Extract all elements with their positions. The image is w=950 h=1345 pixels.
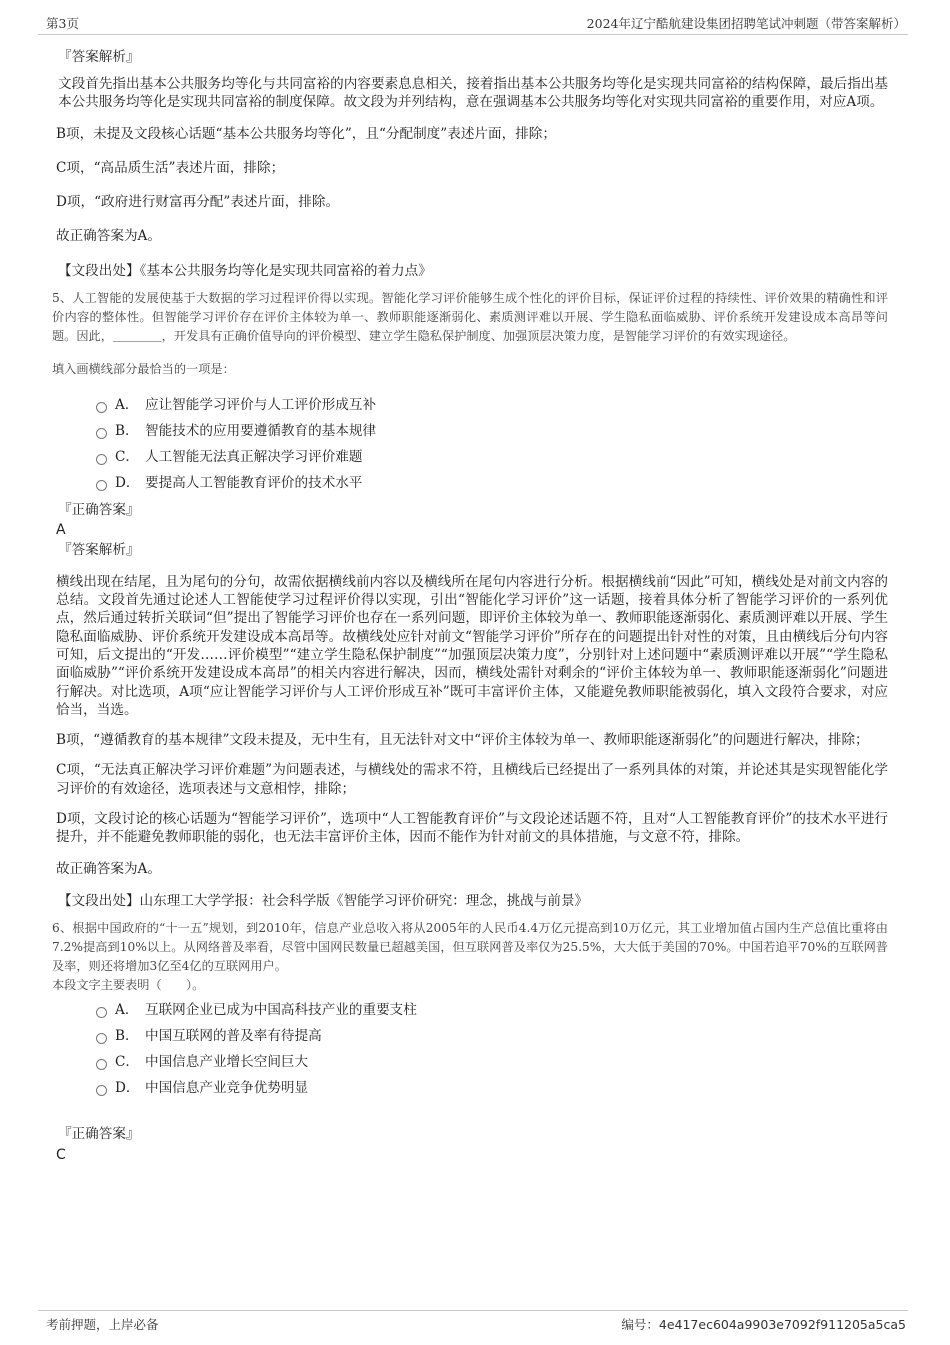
analysis-paragraph: B项，“遵循教育的基本规律”文段未提及，无中生有，且无法针对文中“评价主体较为单一、教师职能逐渐弱化”的问题进行解决，排除；	[56, 732, 869, 749]
option-c[interactable]: C． 人工智能无法真正解决学习评价难题	[96, 444, 888, 470]
analysis-label: 『答案解析』	[58, 49, 140, 65]
analysis-paragraph: 横线出现在结尾，且为尾句的分句，故需依据横线前内容以及横线所在尾句内容进行分析。根据横线前“因此”可知，横线处是对前文内容的总结。文段首先通过论述人工智能使学习过程评价得以实现，引出“智能化学习评价”这一话题，接着具体分析了智能学习评价的一系列优点，然后通过转折关联词“但”提出了智能学习评价也存在一系列问题，即评价主体较为单一、教师职能逐渐弱化、素质测评难以开展、学生隐私面临威胁、评价系统开发建设成本高昂等。故横线处应针对前文“智能学习评价”所存在的问题提出针对性的对策，且由横线后分句内容可知，后文提出的“开发……评价模型”“建立学生隐私保护制度”“加强顶层决策力度”，分别针对上述问题中“素质测评难以开展”“学生隐私面临威胁”“评价系统开发建设成本高昂”的相关内容进行解决，因而，横线处需针对剩余的“评价主体较为单一、教师职能逐渐弱化”问题进行解决。对比选项，A项“应让智能学习评价与人工评价形成互补”既可丰富评价主体，又能避免教师职能被弱化，填入文段符合要求，对应恰当，当选。	[56, 573, 888, 718]
analysis-paragraph: 文段首先指出基本公共服务均等化与共同富裕的内容要素息息相关，接着指出基本公共服务均等化是实现共同富裕的结构保障，最后指出基本公共服务均等化是实现共同富裕的制度保障。故文段为并列结构，意在强调基本公共服务均等化对实现共同富裕的重要作用，对应A项。	[58, 76, 888, 111]
source-citation: 【文段出处】《基本公共服务均等化是实现共同富裕的着力点》	[58, 262, 432, 279]
radio-icon[interactable]	[96, 1033, 107, 1044]
correct-answer-label: 『正确答案』	[58, 501, 140, 518]
radio-icon[interactable]	[96, 480, 107, 491]
question-stem: 5、人工智能的发展使基于大数据的学习过程评价得以实现。智能化学习评价能够生成个性化的评价目标，保证评价过程的持续性、评价效果的精确性和评价内容的整体性。但智能学习评价存在评价主体较为单一、教师职能逐渐弱化、素质测评难以开展、学生隐私面临威胁、评价系统开发建设成本高昂等问题。因此，＿＿＿＿，开发具有正确价值导向的评价模型、建立学生隐私保护制度、加强顶层决策力度，是智能学习评价的有效实现途径。	[52, 290, 888, 343]
document-title: 2024年辽宁酷航建设集团招聘笔试冲刺题（带答案解析）	[586, 16, 906, 31]
option-c[interactable]: C． 中国信息产业增长空间巨大	[96, 1049, 888, 1075]
analysis-paragraph: D项，“政府进行财富再分配”表述片面，排除。	[56, 194, 340, 211]
radio-icon[interactable]	[96, 402, 107, 413]
radio-icon[interactable]	[96, 1085, 107, 1096]
correct-answer: C	[56, 1146, 66, 1163]
question-stem: 6、根据中国政府的“十一五”规划，到2010年，信息产业总收入将从2005年的人民币4.4万亿元提高到10万亿元，其工业增加值占国内生产总值比重将由7.2%提高到10%以上。从网络普及率看，尽管中国网民数量已超越美国，但互联网普及率仅为25.5%，大大低于美国的70%。中国若追平70%的互联网普及率，则还将增加3亿至4亿的互联网用户。	[52, 920, 888, 973]
option-a[interactable]: A． 互联网企业已成为中国高科技产业的重要支柱	[96, 997, 888, 1023]
correct-answer-label: 『正确答案』	[58, 1125, 140, 1142]
option-b[interactable]: B． 中国互联网的普及率有待提高	[96, 1023, 888, 1049]
option-list	[56, 392, 888, 496]
analysis-paragraph: D项，文段讨论的核心话题为“智能学习评价”，选项中“人工智能教育评价”与文段论述话题不符，且对“人工智能教育评价”的技术水平进行提升，并不能避免教师职能的弱化，也无法丰富评价主体，因而不能作为针对前文的具体措施，与文意不符，排除。	[56, 811, 888, 846]
analysis-paragraph: C项，“无法真正解决学习评价难题”为问题表述，与横线处的需求不符，且横线后已经提出了一系列具体的对策，并论述其是实现智能化学习评价的有效途径，选项表述与文意相悖，排除；	[56, 762, 888, 797]
option-d[interactable]: D． 中国信息产业竞争优势明显	[96, 1075, 888, 1101]
option-a[interactable]: A． 应让智能学习评价与人工评价形成互补	[96, 392, 888, 418]
correct-answer: A	[56, 521, 66, 538]
page-number: 第3页	[46, 16, 79, 31]
analysis-conclusion: 故正确答案为A。	[56, 860, 161, 877]
analysis-paragraph: C项，“高品质生活”表述片面，排除；	[56, 159, 285, 176]
radio-icon[interactable]	[96, 428, 107, 439]
radio-icon[interactable]	[96, 454, 107, 465]
radio-icon[interactable]	[96, 1059, 107, 1070]
source-citation: 【文段出处】山东理工大学学报：社会科学版《智能学习评价研究：理念，挑战与前景》	[58, 892, 589, 909]
question-prompt: 本段文字主要表明（ ）。	[52, 977, 205, 992]
document-code-label: 编号：	[621, 1317, 659, 1332]
document-body	[52, 44, 888, 1164]
page-header	[38, 14, 908, 35]
option-b[interactable]: B． 智能技术的应用要遵循教育的基本规律	[96, 418, 888, 444]
document-code	[621, 1315, 906, 1333]
footer-slogan: 考前押题，上岸必备	[46, 1317, 159, 1332]
radio-icon[interactable]	[96, 1007, 107, 1018]
question-prompt: 填入画横线部分最恰当的一项是：	[52, 361, 235, 376]
option-d[interactable]: D． 要提高人工智能教育评价的技术水平	[96, 470, 888, 496]
document-code-value: 4e417ec604a9903e7092f911205a5ca5	[658, 1317, 906, 1332]
analysis-label: 『答案解析』	[58, 541, 140, 558]
analysis-paragraph: B项，未提及文段核心话题“基本公共服务均等化”，且“分配制度”表述片面，排除；	[56, 125, 556, 142]
analysis-conclusion: 故正确答案为A。	[56, 228, 161, 245]
page-footer	[38, 1310, 908, 1333]
option-list	[56, 997, 888, 1101]
